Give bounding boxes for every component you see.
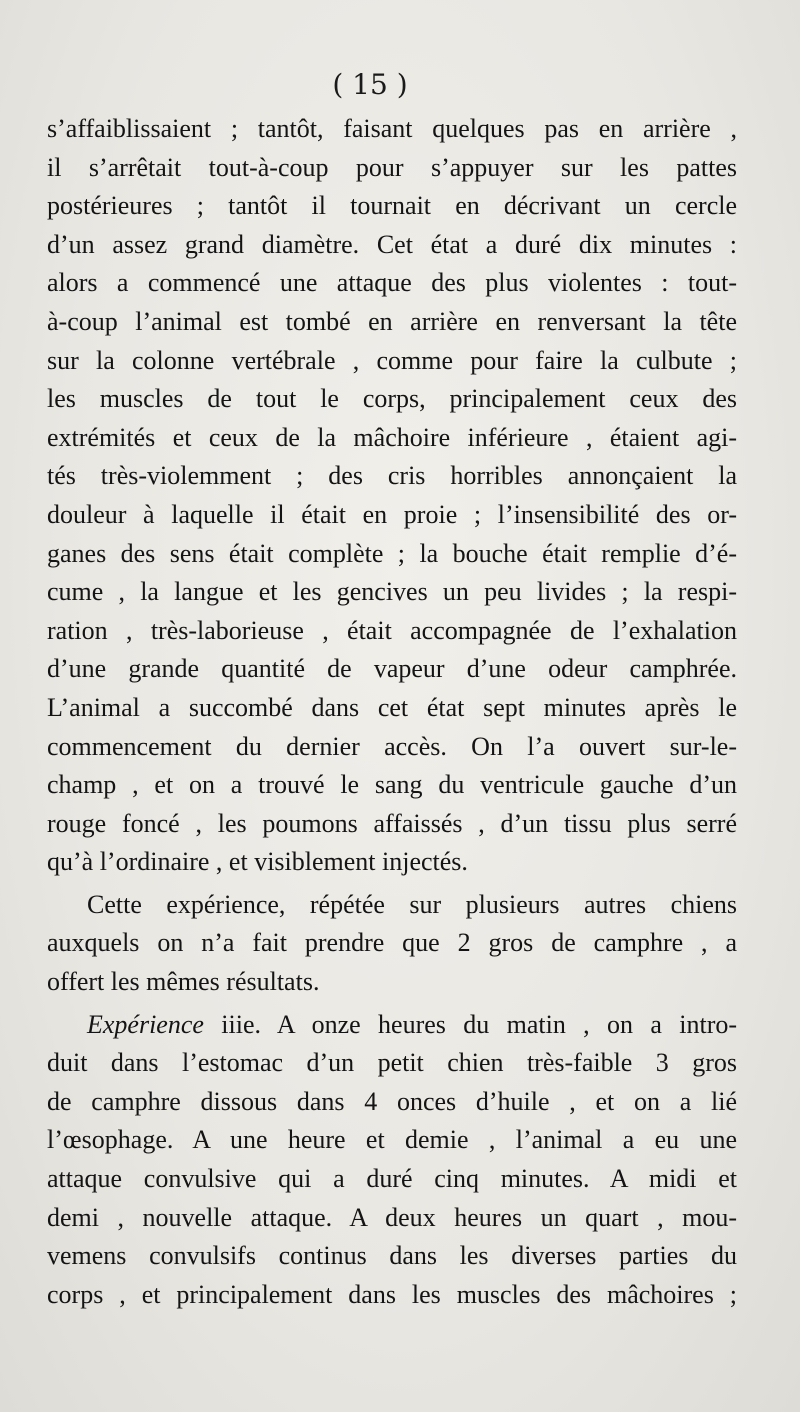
text-line: d’un assez grand diamètre. Cet état a duré dix minutes : xyxy=(47,229,737,259)
text-line: corps , et principalement dans les muscles des mâchoires ; xyxy=(47,1279,737,1309)
text-line: les muscles de tout le corps, principalement ceux des xyxy=(47,384,737,414)
text-line: attaque convulsive qui a duré cinq minutes. A midi et xyxy=(47,1164,737,1194)
text-line: il s’arrêtait tout-à-coup pour s’appuyer sur les pattes xyxy=(47,152,737,182)
text-line: douleur à laquelle il était en proie ; l’insensibilité des or- xyxy=(47,499,737,529)
paragraph-1 xyxy=(47,110,737,882)
text-line: s’affaiblissaient ; tantôt, faisant quelques pas en arrière , xyxy=(47,114,737,143)
experiment-text: A onze heures du matin , on a intro- xyxy=(261,1009,738,1039)
text-line: offert les mêmes résultats. xyxy=(47,967,320,997)
text-line: sur la colonne vertébrale , comme pour faire la culbute ; xyxy=(47,345,737,375)
text-line: à-coup l’animal est tombé en arrière en renversant la tête xyxy=(47,306,737,336)
text-line: demi , nouvelle attaque. A deux heures un quart , mou- xyxy=(47,1202,737,1232)
text-line: ration , très-laborieuse , était accompagnée de l’exhalation xyxy=(47,615,737,645)
text-line: vemens convulsifs continus dans les diverses parties du xyxy=(47,1241,737,1271)
paragraph-3 xyxy=(47,1006,737,1315)
page-number: ( 15 ) xyxy=(332,68,408,101)
text-line: l’œsophage. A une heure et demie , l’animal a eu une xyxy=(47,1125,737,1155)
text-line: ganes des sens était complète ; la bouche était remplie d’é- xyxy=(47,538,737,568)
text-line: extrémités et ceux de la mâchoire inférieure , étaient agi- xyxy=(47,422,737,452)
body-text xyxy=(47,110,737,1314)
experiment-label: Expérience xyxy=(87,1009,204,1039)
experiment-number: iiie. xyxy=(221,1009,262,1039)
experiment-heading-line xyxy=(47,1006,737,1045)
text-line: rouge foncé , les poumons affaissés , d’un tissu plus serré xyxy=(47,808,737,838)
text-line: Cette expérience, répétée sur plusieurs autres chiens xyxy=(87,889,737,919)
text-line: qu’à l’ordinaire , et visiblement injectés. xyxy=(47,847,468,877)
text-line: L’animal a succombé dans cet état sept minutes après le xyxy=(47,692,737,722)
text-line: duit dans l’estomac d’un petit chien très-faible 3 gros xyxy=(47,1048,737,1078)
text-line: champ , et on a trouvé le sang du ventricule gauche d’un xyxy=(47,770,737,800)
text-line: auxquels on n’a fait prendre que 2 gros de camphre , a xyxy=(47,928,737,958)
text-line: tés très-violemment ; des cris horribles annonçaient la xyxy=(47,461,737,491)
text-line: commencement du dernier accès. On l’a ouvert sur-le- xyxy=(47,731,737,761)
text-line: d’une grande quantité de vapeur d’une odeur camphrée. xyxy=(47,654,737,684)
text-line: de camphre dissous dans 4 onces d’huile , et on a lié xyxy=(47,1086,737,1116)
paragraph-2 xyxy=(47,886,737,1002)
text-line: postérieures ; tantôt il tournait en décrivant un cercle xyxy=(47,191,737,221)
text-line: alors a commencé une attaque des plus violentes : tout- xyxy=(47,268,737,298)
text-line: cume , la langue et les gencives un peu livides ; la respi- xyxy=(47,577,737,607)
